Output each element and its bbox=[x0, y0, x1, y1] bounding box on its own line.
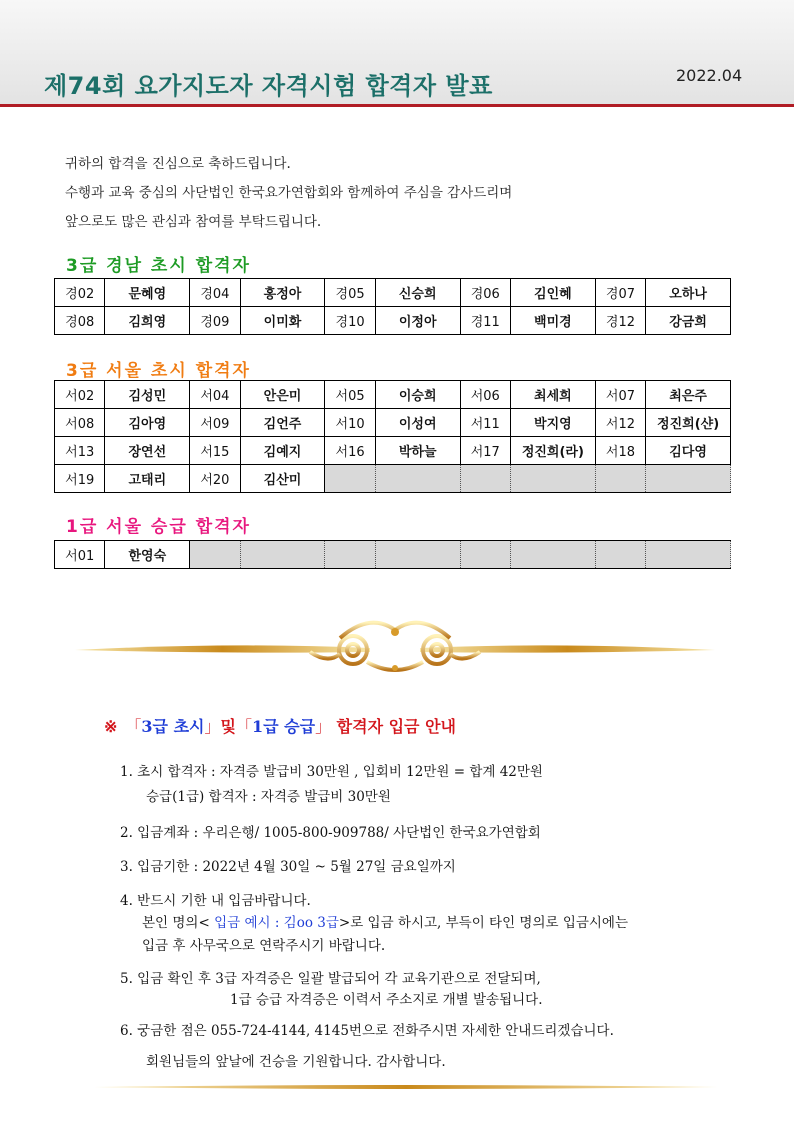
empty-cell bbox=[325, 541, 375, 569]
exam-number: 서08 bbox=[55, 409, 105, 437]
passer-name: 박하늘 bbox=[375, 437, 460, 465]
intro-line: 앞으로도 많은 관심과 참여를 부탁드립니다. bbox=[65, 214, 322, 230]
notice-rest: 합격자 입금 안내 bbox=[331, 717, 456, 736]
empty-cell bbox=[375, 541, 460, 569]
passer-name: 김다영 bbox=[646, 437, 731, 465]
passer-name: 정진희(라) bbox=[511, 437, 596, 465]
level1-passers-table bbox=[54, 540, 731, 569]
passer-name: 문혜영 bbox=[105, 279, 190, 307]
passer-name: 백미경 bbox=[511, 307, 596, 335]
intro-text bbox=[65, 150, 512, 237]
announcement-date: 2022.04 bbox=[676, 66, 743, 85]
exam-number: 경04 bbox=[190, 279, 240, 307]
table-row bbox=[55, 381, 731, 409]
passer-name: 김예지 bbox=[240, 437, 325, 465]
passer-name: 이성여 bbox=[375, 409, 460, 437]
bracket: 「 bbox=[235, 717, 252, 736]
empty-cell bbox=[511, 465, 596, 493]
exam-number: 서05 bbox=[325, 381, 375, 409]
exam-number: 서15 bbox=[190, 437, 240, 465]
passer-name: 고태리 bbox=[105, 465, 190, 493]
instruction-item: 입금 후 사무국으로 연락주시기 바랍니다. bbox=[142, 938, 386, 954]
passer-name: 장연선 bbox=[105, 437, 190, 465]
empty-cell bbox=[646, 541, 731, 569]
empty-cell bbox=[511, 541, 596, 569]
empty-cell bbox=[325, 465, 375, 493]
empty-cell bbox=[190, 541, 240, 569]
exam-number: 서20 bbox=[190, 465, 240, 493]
exam-number: 서01 bbox=[55, 541, 105, 569]
exam-number: 경10 bbox=[325, 307, 375, 335]
section-title-level1: 1급 서울 승급 합격자 bbox=[66, 517, 251, 537]
exam-number: 서11 bbox=[460, 409, 510, 437]
exam-number: 서04 bbox=[190, 381, 240, 409]
page-title: 제74회 요가지도자 자격시험 합격자 발표 bbox=[44, 72, 493, 100]
exam-number: 서12 bbox=[595, 409, 645, 437]
passer-name: 김산미 bbox=[240, 465, 325, 493]
section-title-gyeongnam: 3급 경남 초시 합격자 bbox=[66, 256, 251, 276]
exam-number: 경11 bbox=[460, 307, 510, 335]
exam-number: 경09 bbox=[190, 307, 240, 335]
instruction-item: 1급 승급 자격증은 이력서 주소지로 개별 발송됩니다. bbox=[230, 992, 543, 1008]
passer-name: 김성민 bbox=[105, 381, 190, 409]
instruction-item: 4. 반드시 기한 내 입금바랍니다. bbox=[120, 893, 311, 909]
exam-number: 경05 bbox=[325, 279, 375, 307]
empty-cell bbox=[646, 465, 731, 493]
intro-line: 수행과 교육 중심의 사단법인 한국요가연합회와 함께하여 주심을 감사드리며 bbox=[65, 185, 513, 201]
closing-text: 회원님들의 앞날에 건승을 기원합니다. 감사합니다. bbox=[146, 1054, 446, 1070]
exam-number: 경06 bbox=[460, 279, 510, 307]
deposit-example: 입금 예시 : 김oo 3급 bbox=[209, 915, 339, 931]
exam-number: 서09 bbox=[190, 409, 240, 437]
exam-number: 경02 bbox=[55, 279, 105, 307]
gyeongnam-passers-table bbox=[54, 278, 731, 335]
exam-number: 서13 bbox=[55, 437, 105, 465]
passer-name: 정진희(샨) bbox=[646, 409, 731, 437]
gold-divider-line bbox=[94, 1083, 718, 1091]
instruction-item: 5. 입금 확인 후 3급 자격증은 일괄 발급되어 각 교육기관으로 전달되며, bbox=[120, 971, 541, 987]
passer-name: 김희영 bbox=[105, 307, 190, 335]
instruction-text: 본인 명의< bbox=[142, 915, 210, 931]
empty-cell bbox=[460, 541, 510, 569]
exam-number: 서02 bbox=[55, 381, 105, 409]
instruction-item bbox=[142, 911, 628, 931]
table-row bbox=[55, 279, 731, 307]
instruction-item: 6. 궁금한 점은 055-724-4144, 4145번으로 전화주시면 자세한 안내드리겠습니다. bbox=[120, 1023, 614, 1039]
empty-cell bbox=[595, 541, 645, 569]
exam-number: 서07 bbox=[595, 381, 645, 409]
table-row bbox=[55, 307, 731, 335]
exam-number: 경08 bbox=[55, 307, 105, 335]
instruction-item: 3. 입금기한 : 2022년 4월 30일 ~ 5월 27일 금요일까지 bbox=[120, 859, 456, 875]
passer-name: 김아영 bbox=[105, 409, 190, 437]
seoul-passers-table bbox=[54, 380, 731, 493]
notice-part-level1: 1급 승급 bbox=[252, 717, 316, 736]
notice-part-level3: 3급 초시 bbox=[141, 717, 205, 736]
passer-name: 한영숙 bbox=[105, 541, 190, 569]
table-row bbox=[55, 541, 731, 569]
empty-cell bbox=[240, 541, 325, 569]
header-divider bbox=[0, 104, 794, 107]
notice-conjunction: 및 bbox=[220, 717, 236, 736]
exam-number: 경07 bbox=[595, 279, 645, 307]
bracket: 」 bbox=[204, 717, 221, 736]
passer-name: 김인혜 bbox=[511, 279, 596, 307]
passer-name: 신승희 bbox=[375, 279, 460, 307]
passer-name: 이승희 bbox=[375, 381, 460, 409]
gold-scroll-ornament bbox=[70, 612, 720, 682]
exam-number: 서10 bbox=[325, 409, 375, 437]
exam-number: 서16 bbox=[325, 437, 375, 465]
passer-name: 최세희 bbox=[511, 381, 596, 409]
passer-name: 안은미 bbox=[240, 381, 325, 409]
passer-name: 오하나 bbox=[646, 279, 731, 307]
instruction-item: 승급(1급) 합격자 : 자격증 발급비 30만원 bbox=[146, 789, 391, 805]
passer-name: 최은주 bbox=[646, 381, 731, 409]
deposit-notice-heading bbox=[104, 714, 456, 737]
instruction-item: 1. 초시 합격자 : 자격증 발급비 30만원 , 입회비 12만원 = 합계 42만원 bbox=[120, 764, 543, 780]
intro-line: 귀하의 합격을 진심으로 축하드립니다. bbox=[65, 156, 291, 172]
instruction-item: 2. 입금계좌 : 우리은행/ 1005-800-909788/ 사단법인 한국요가연합회 bbox=[120, 825, 541, 841]
exam-number: 경12 bbox=[595, 307, 645, 335]
passer-name: 강금희 bbox=[646, 307, 731, 335]
exam-number: 서06 bbox=[460, 381, 510, 409]
instruction-text: >로 입금 하시고, 부득이 타인 명의로 입금시에는 bbox=[338, 915, 629, 931]
passer-name: 이정아 bbox=[375, 307, 460, 335]
bracket: 「 bbox=[125, 717, 142, 736]
empty-cell bbox=[460, 465, 510, 493]
exam-number: 서19 bbox=[55, 465, 105, 493]
empty-cell bbox=[375, 465, 460, 493]
bracket: 」 bbox=[315, 717, 332, 736]
table-row bbox=[55, 409, 731, 437]
passer-name: 박지영 bbox=[511, 409, 596, 437]
empty-cell bbox=[595, 465, 645, 493]
table-row bbox=[55, 437, 731, 465]
passer-name: 이미화 bbox=[240, 307, 325, 335]
passer-name: 홍정아 bbox=[240, 279, 325, 307]
exam-number: 서18 bbox=[595, 437, 645, 465]
exam-number: 서17 bbox=[460, 437, 510, 465]
passer-name: 김언주 bbox=[240, 409, 325, 437]
section-title-seoul: 3급 서울 초시 합격자 bbox=[66, 361, 251, 381]
reference-mark: ※ bbox=[104, 717, 118, 736]
table-row bbox=[55, 465, 731, 493]
